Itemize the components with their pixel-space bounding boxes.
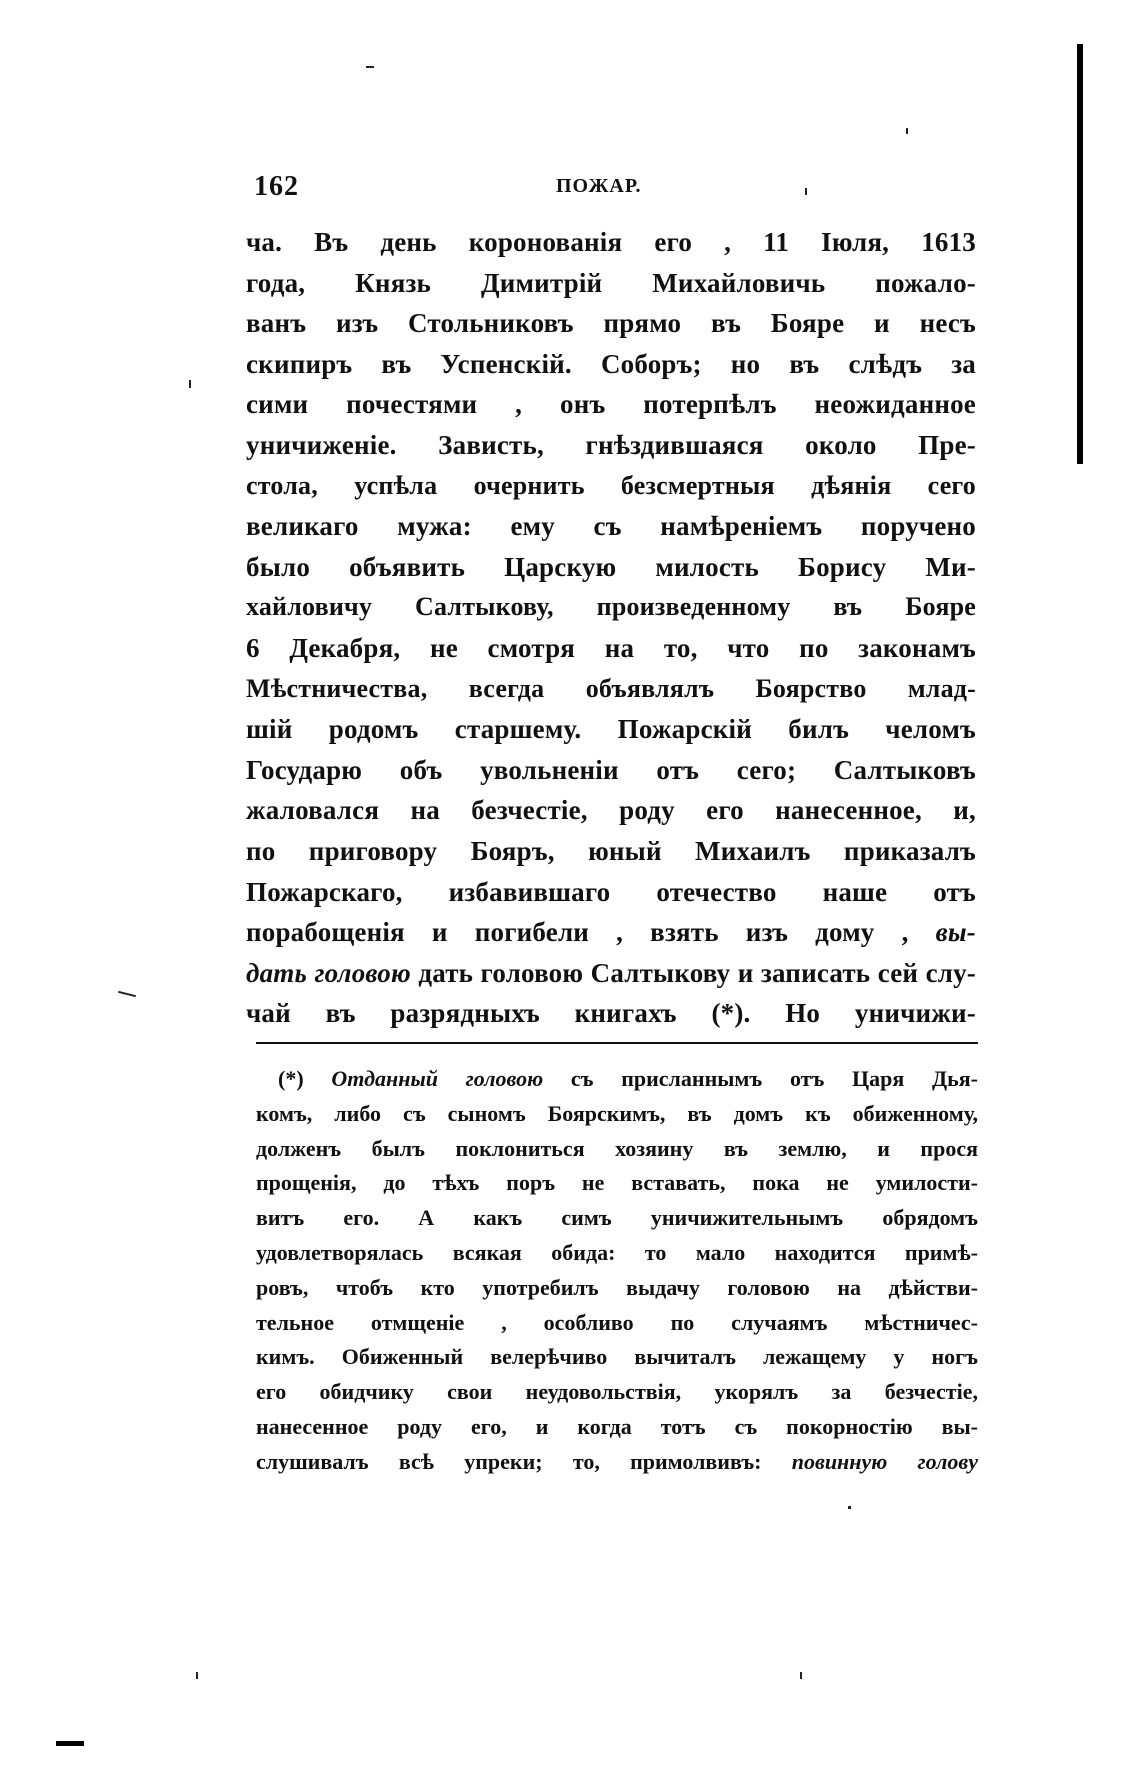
italic-text: дать головою	[246, 957, 411, 988]
footnote-line: кимъ. Обиженный велерѣчиво вычиталъ лежащему у ногъ	[256, 1344, 978, 1370]
italic-text: Отданный головою	[331, 1066, 544, 1091]
text-line: ванъ изъ Стольниковъ прямо въ Бояре и несъ	[246, 308, 976, 339]
text-line: уничиженіе. Зависть, гнѣздившаяся около Пре-	[246, 429, 976, 460]
text-segment: дать головою Салтыкову и записать сей слу-	[418, 957, 976, 988]
text-line	[246, 912, 976, 953]
footnote-line: нанесенное роду его, и когда тотъ съ покорностію вы-	[256, 1413, 978, 1439]
footnote-line	[256, 1445, 978, 1480]
footnote-line: витъ его. А какъ симъ уничижительнымъ обрядомъ	[256, 1205, 978, 1231]
scan-speck	[366, 66, 374, 68]
text-line: стола, успѣла очернить безсмертныя дѣянія сего	[246, 470, 976, 500]
footnote-line: тельное отмщеніе , особливо по случаямъ мѣстничес-	[256, 1309, 978, 1335]
scan-speck	[800, 1672, 802, 1679]
text-line: жаловался на безчестіе, роду его нанесенное, и,	[246, 795, 976, 826]
footnote-line: ровъ, чтобъ кто употребилъ выдачу головою на дѣйстви-	[256, 1274, 978, 1300]
scan-speck	[906, 128, 908, 134]
text-line: было объявить Царскую милость Борису Ми-	[246, 551, 976, 582]
footnote-line: долженъ былъ поклониться хозяину въ землю, и прося	[256, 1135, 978, 1161]
footnote-line: (*) Отданный головою съ присланнымъ отъ Царя Дья-	[278, 1066, 979, 1091]
italic-text: вы-	[935, 917, 976, 948]
running-title: ПОЖАР.	[556, 175, 642, 197]
scan-speck	[848, 1506, 851, 1509]
text-segment: слушивалъ всѣ упреки; то, примолвивъ:	[256, 1448, 762, 1474]
page-edge-shadow	[1077, 44, 1083, 464]
footnote-line: его обидчику свои неудовольствія, укорялъ за безчестіе,	[256, 1379, 978, 1405]
footnote-line: комъ, либо съ сыномъ Боярскимъ, въ домъ къ обиженному,	[256, 1100, 978, 1126]
text-line: года, Князь Димитрій Михайловичь пожало-	[246, 267, 976, 298]
text-line: скипиръ въ Успенскій. Соборъ; но въ слѣдъ за	[246, 348, 976, 379]
text-line: чай въ разрядныхъ книгахъ (*). Но уничижи-	[246, 998, 976, 1029]
footnote-line: прощенія, до тѣхъ поръ не вставать, пока не умилости-	[256, 1170, 978, 1196]
text-line: по приговору Бояръ, юный Михаилъ приказалъ	[246, 835, 976, 866]
text-line: Государю объ увольненіи отъ сего; Салтыковъ	[246, 754, 976, 785]
scan-speck	[56, 1741, 84, 1746]
text-line: ча. Въ день коронованія его , 11 Іюля, 1613	[246, 227, 976, 257]
text-segment: съ присланнымъ отъ Царя Дья-	[570, 1066, 979, 1091]
footnote	[256, 1062, 978, 1480]
text-segment: порабощенія и погибели , взять изъ дому ,	[246, 917, 909, 948]
text-line: великаго мужа: ему съ намѣреніемъ поручено	[246, 511, 976, 542]
page-header	[254, 171, 976, 201]
text-line: Пожарскаго, избавившаго отечество наше отъ	[246, 876, 976, 907]
text-line: сими почестями , онъ потерпѣлъ неожиданное	[246, 389, 976, 420]
text-line: шій родомъ старшему. Пожарскій билъ челомъ	[246, 714, 976, 745]
footnote-line: удовлетворялась всякая обида: то мало находится примѣ-	[256, 1239, 978, 1265]
text-line: Мѣстничества, всегда объявлялъ Боярство млад-	[246, 673, 976, 703]
scan-speck	[196, 1672, 198, 1679]
text-line: 6 Декабря, не смотря на то, что по законамъ	[246, 632, 976, 663]
italic-text: повинную голову	[791, 1448, 979, 1474]
page-number: 162	[254, 171, 299, 202]
scan-speck	[118, 991, 136, 997]
text-line: хайловичу Салтыкову, произведенному въ Бояре	[246, 592, 976, 622]
main-text	[246, 222, 976, 1034]
text-line	[246, 953, 976, 994]
footnote-divider	[256, 1042, 978, 1044]
scan-speck	[189, 380, 191, 388]
